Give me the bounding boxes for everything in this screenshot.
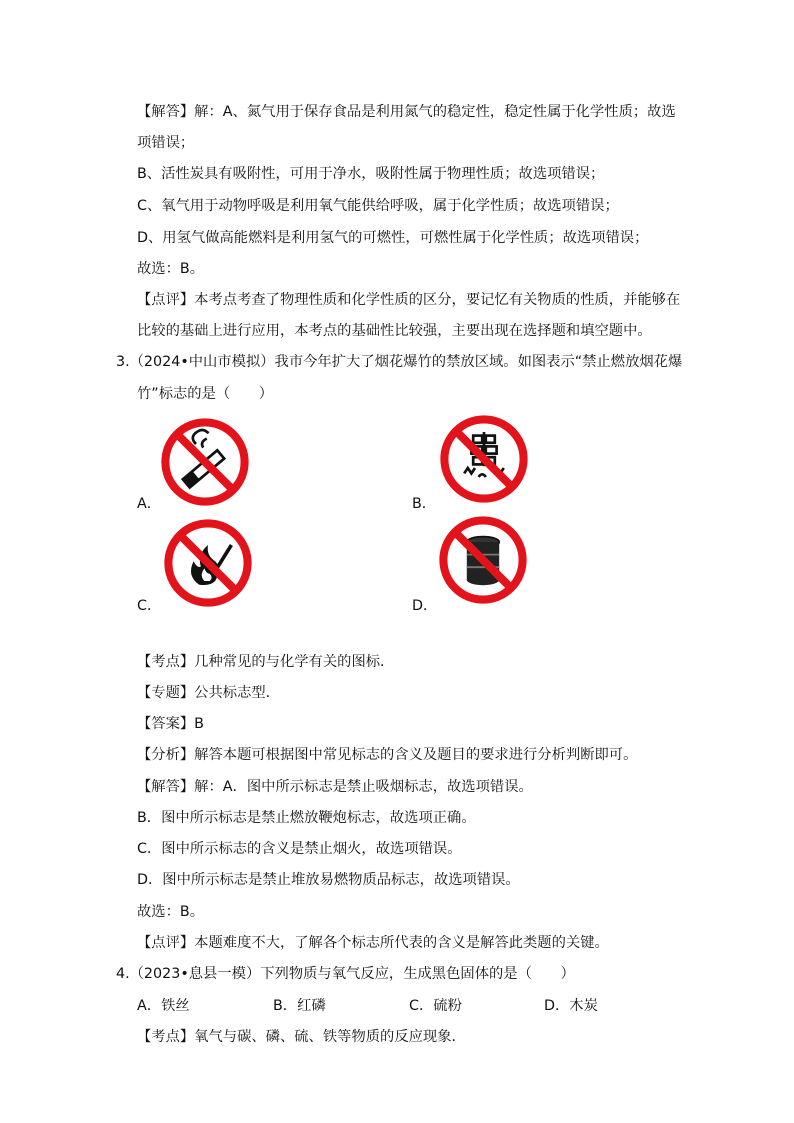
answer-explanation-line: 故选：B。 — [137, 904, 204, 920]
no-open-flame-sign-icon — [163, 518, 253, 608]
no-flammable-storage-sign-icon — [438, 515, 528, 605]
answer-explanation-line: D．图中所示标志是禁止堆放易燃物质品标志，故选项错误。 — [137, 872, 520, 888]
answer-explanation-line: D、用氢气做高能燃料是利用氢气的可燃性，可燃性属于化学性质；故选项错误； — [137, 230, 649, 246]
answer-explanation-line: B．图中所示标志是禁止燃放鞭炮标志，故选项正确。 — [137, 810, 476, 826]
q4-option-c: C．硫粉 — [409, 998, 462, 1014]
answer-line: 【答案】B — [137, 716, 204, 732]
key-point-line: 【考点】几种常见的与化学有关的图标． — [137, 654, 395, 670]
sign-option-b-label: B． — [412, 496, 437, 512]
sign-option-d-label: D． — [412, 598, 438, 614]
answer-explanation-line: C、氧气用于动物呼吸是利用氧气能供给呼吸，属于化学性质；故选项错误； — [137, 198, 619, 214]
answer-explanation-line: C．图中所示标志的含义是禁止烟火，故选项错误。 — [137, 841, 462, 857]
question-3-stem: 竹”标志的是（ ） — [137, 386, 274, 402]
sign-option-a-label: A． — [137, 496, 162, 512]
answer-explanation-line: B、活性炭具有吸附性，可用于净水，吸附性属于物理性质；故选项错误； — [137, 166, 605, 182]
comment-line: 比较的基础上进行应用，本考点的基础性比较强，主要出现在选择题和填空题中。 — [137, 323, 652, 339]
answer-explanation-line: 项错误； — [137, 135, 195, 151]
answer-explanation-line: 故选：B。 — [137, 261, 204, 277]
key-point-line: 【考点】氧气与碳、磷、硫、铁等物质的反应现象． — [137, 1029, 466, 1045]
answer-explanation-line: 【解答】解：A．图中所示标志是禁止吸烟标志，故选项错误。 — [137, 779, 533, 795]
answer-explanation-line: 【解答】解：A、氮气用于保存食品是利用氮气的稳定性，稳定性属于化学性质；故选 — [137, 104, 676, 120]
q4-option-d: D．木炭 — [544, 998, 598, 1014]
q4-option-b: B．红磷 — [273, 998, 326, 1014]
no-firecrackers-sign-icon — [439, 414, 529, 504]
question-4-stem: 4.（2023•息县一模）下列物质与氧气反应，生成黑色固体的是（ ） — [116, 966, 575, 982]
question-3-stem: 3.（2024•中山市模拟）我市今年扩大了烟花爆竹的禁放区域。如图表示“禁止燃放烟花爆 — [116, 354, 683, 370]
no-smoking-sign-icon — [160, 417, 250, 507]
comment-line: 【点评】本题难度不大，了解各个标志所代表的含义是解答此类题的关键。 — [137, 935, 609, 951]
topic-line: 【专题】公共标志型． — [137, 685, 280, 701]
q4-option-a: A．铁丝 — [137, 998, 190, 1014]
analysis-line: 【分析】解答本题可根据图中常见标志的含义及题目的要求进行分析判断即可。 — [137, 747, 638, 763]
sign-option-c-label: C． — [137, 598, 162, 614]
comment-line: 【点评】本考点考查了物理性质和化学性质的区分，要记忆有关物质的性质，并能够在 — [137, 292, 681, 308]
